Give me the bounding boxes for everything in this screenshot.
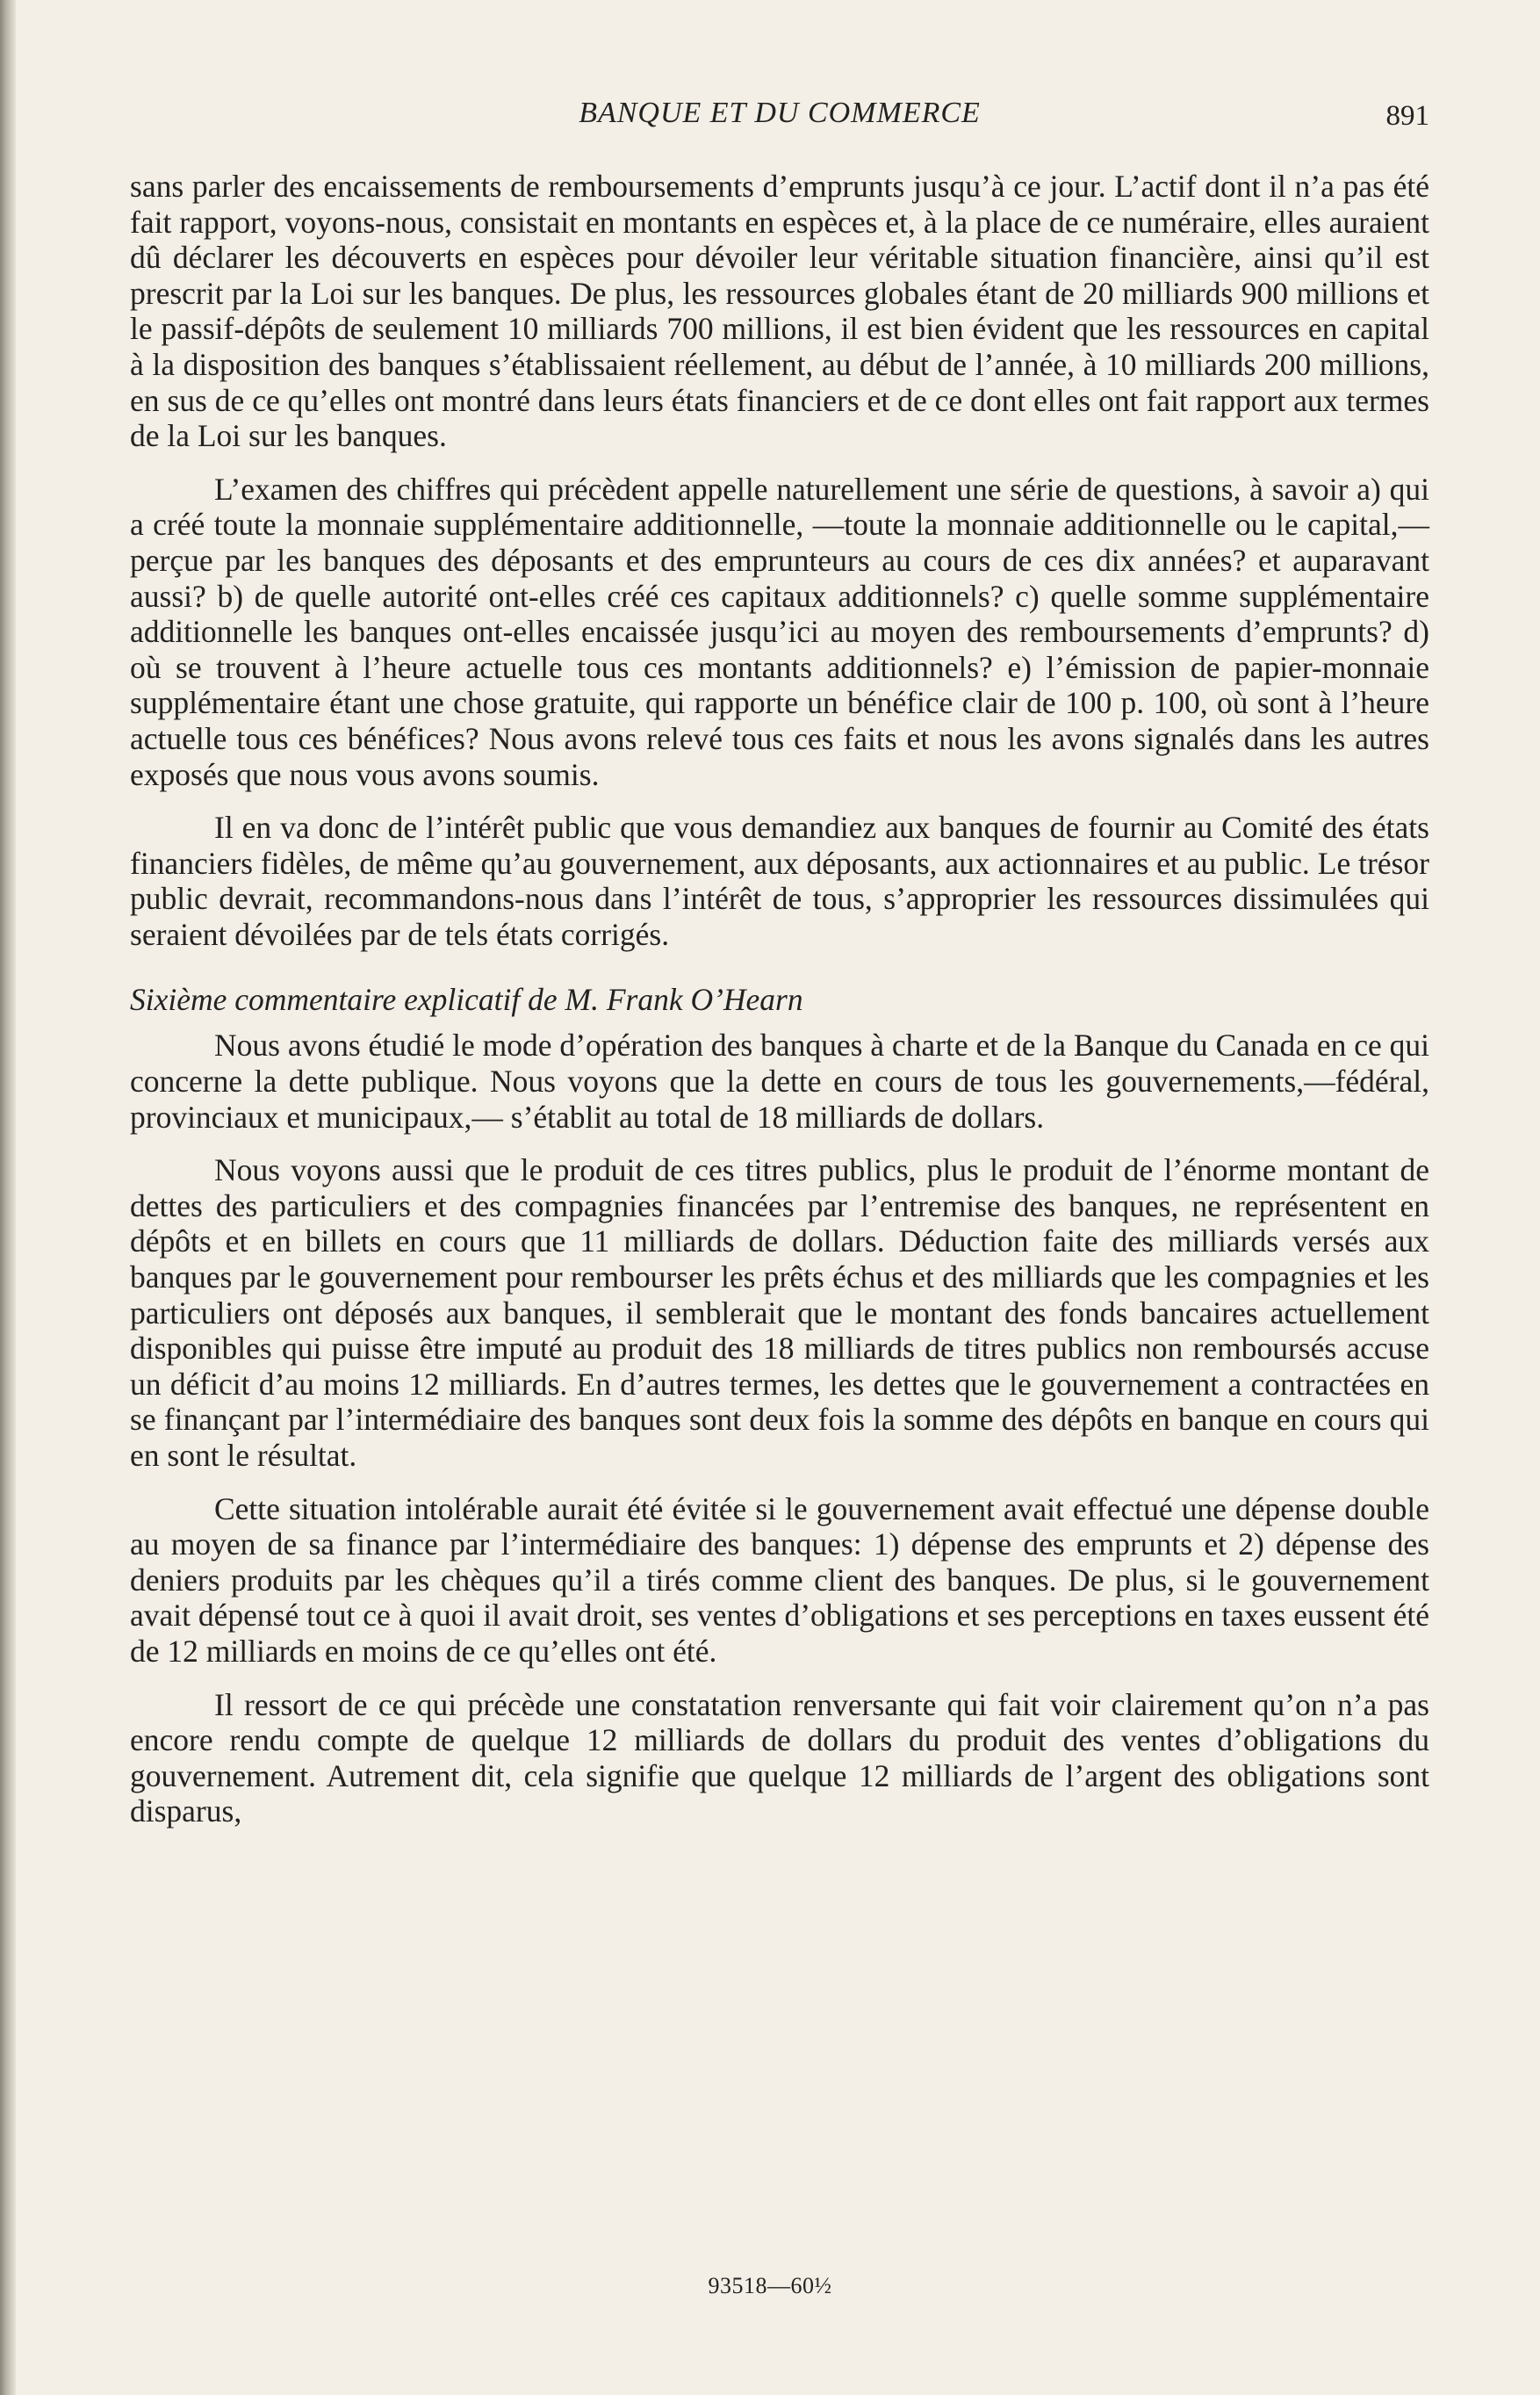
signature-mark: 93518—60½ xyxy=(708,2273,832,2298)
paragraph-intolerable-situation: Cette situation intolérable aurait été évitée si le gouvernement avait effectué une dépense double au moyen de sa finance par l’intermédiaire des banques: 1) dépense des emprunts et 2) dépense des deniers produits par les chèques qu’il a tirés comme client des banques. De plus, si le gouvernement avait dépensé tout ce à quoi il avait droit, ses ventes d’obligations et ses perceptions en taxes eussent été de 12 milliards en moins de ce qu’elles ont été. xyxy=(130,1490,1429,1669)
running-title: BANQUE ET DU COMMERCE xyxy=(579,97,981,129)
paragraph-public-debt: Nous avons étudié le mode d’opération des banques à charte et de la Banque du Canada en ce qui concerne la dette publique. Nous voyons que la dette en cours de tous les gouvernements,—fédéral, provinciaux et municipaux,— s’établit au total de 18 milliards de dollars. xyxy=(130,1028,1430,1135)
page-binding-edge xyxy=(0,0,16,2395)
page-number: 891 xyxy=(1385,100,1429,132)
paragraph-public-interest: Il en va donc de l’intérêt public que vous demandiez aux banques de fournir au Comité des états financiers fidèles, de même qu’au gouvernement, aux déposants, aux actionnaires et au public. Le trésor public devrait, recommandons-nous dans l’intérêt de tous, s’approprier les ressources dissimulées qui seraient dévoilées par de tels états corrigés. xyxy=(130,810,1429,952)
running-head xyxy=(130,97,1429,149)
paragraph-questions: L’examen des chiffres qui précèdent appelle naturellement une série de questions, à savoir a) qui a créé toute la monnaie supplémentaire additionnelle, —toute la monnaie additionnelle ou le capital,—perçue par les banques des déposants et des emprunteurs au cours de ces dix années? et auparavant aussi? b) de quelle autorité ont-elles créé ces capitaux additionnels? c) quelle somme supplémentaire additionnelle les banques ont-elles encaissée jusqu’ici au moyen des remboursements d’emprunts? d) où se trouvent à l’heure actuelle tous ces montants additionnels? e) l’émission de papier-monnaie supplémentaire étant une chose gratuite, qui rapporte un bénéfice clair de 100 p. 100, où sont à l’heure actuelle tous ces bénéfices? Nous avons relevé tous ces faits et nous les avons signalés dans les autres exposés que nous vous avons soumis. xyxy=(130,471,1429,792)
document-page xyxy=(130,97,1429,1847)
paragraph-deficit: Nous voyons aussi que le produit de ces titres publics, plus le produit de l’énorme montant de dettes des particuliers et des compagnies financées par l’entremise des banques, ne représentent en dépôts et en billets en cours que 11 milliards de dollars. Déduction faite des milliards versés aux banques par le gouvernement pour rembourser les prêts échus et des milliards que les compagnies et les particuliers ont déposés aux banques, il semblerait que le montant des fonds bancaires actuellement disponibles qui puisse être imputé au produit des 18 milliards de titres publics non remboursés accuse un déficit d’au moins 12 milliards. En d’autres termes, les dettes que le gouvernement a contractées en se finançant par l’intermédiaire des banques sont deux fois la somme des dépôts en banque en cours qui en sont le résultat. xyxy=(130,1152,1429,1473)
section-heading: Sixième commentaire explicatif de M. Frank O’Hearn xyxy=(130,982,803,1018)
paragraph-conclusion: Il ressort de ce qui précède une constatation renversante qui fait voir clairement qu’on n’a pas encore rendu compte de quelque 12 milliards de dollars du produit des ventes d’obligations du gouvernement. Autrement dit, cela signifie que quelque 12 milliards de l’argent des obligations sont disparus, xyxy=(130,1686,1429,1829)
paragraph-continuation: sans parler des encaissements de remboursements d’emprunts jusqu’à ce jour. L’actif dont il n’a pas été fait rapport, voyons-nous, consistait en montants en espèces et, à la place de ce numéraire, elles auraient dû déclarer les découverts en espèces pour dévoiler leur véritable situation financière, ainsi qu’il est prescrit par la Loi sur les banques. De plus, les ressources globales étant de 20 milliards 900 millions et le passif-dépôts de seulement 10 milliards 700 millions, il est bien évident que les ressources en capital à la disposition des banques s’établissaient réellement, au début de l’année, à 10 milliards 200 millions, en sus de ce qu’elles ont montré dans leurs états financiers et de ce dont elles ont fait rapport aux termes de la Loi sur les banques. xyxy=(130,169,1429,454)
